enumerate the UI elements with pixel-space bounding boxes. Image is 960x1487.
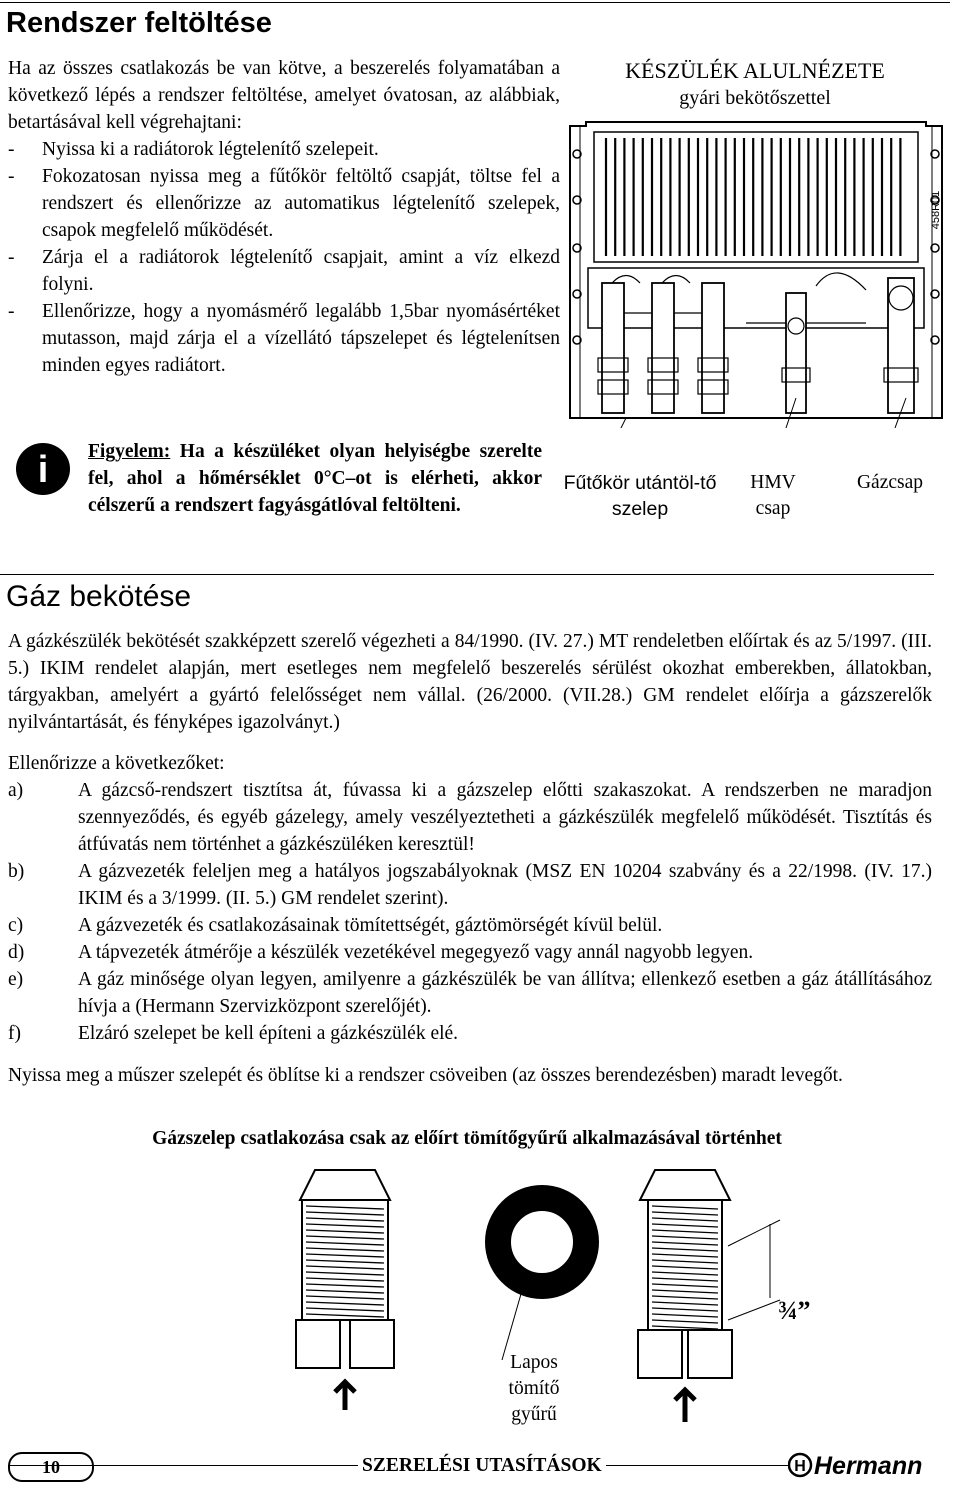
list-item — [8, 912, 932, 939]
list-key: d) — [8, 942, 25, 963]
flush-instruction: Nyissa meg a műszer szelepét és öblítse ki a rendszer csöveiben (az összes berendezésben) maradt levegőt. — [8, 1065, 843, 1086]
list-key: e) — [8, 969, 24, 990]
label-dhw-tap: HMV csap — [750, 472, 796, 519]
list-item — [8, 777, 932, 858]
list-text: A tápvezeték átmérője a készülék vezetékével megegyező vagy annál nagyobb legyen. — [78, 942, 754, 963]
list-key: b) — [8, 861, 25, 882]
filling-intro: Ha az összes csatlakozás be van kötve, a beszerelés folyamatában a következő lépés a rendszer feltöltése, amelyet óvatosan, az alábbiak, betartásával kell végrehajtani: — [8, 58, 560, 133]
list-item — [8, 939, 932, 966]
svg-text:458R01: 458R01 — [930, 190, 942, 230]
diagram-subtitle: gyári bekötőszettel — [679, 87, 831, 109]
list-text: A gázvezeték és csatlakozásainak tömítettségét, gáztömörségét kívül belül. — [78, 915, 663, 936]
step-dash: - — [8, 139, 15, 160]
filling-step-text: Ellenőrizze, hogy a nyomásmérő legalább 1,5bar nyomásértéket mutasson, majd zárja el a vízellátó tápszelepet és légtelenítsen minden egyes radiátort. — [42, 301, 560, 376]
filling-step — [8, 298, 560, 379]
list-key: c) — [8, 915, 24, 936]
check-heading: Ellenőrizze a következőket: — [8, 753, 225, 774]
list-key: f) — [8, 1023, 21, 1044]
boiler-bottom-view-drawing — [566, 118, 946, 428]
check-list — [8, 777, 932, 1047]
step-dash: - — [8, 301, 15, 322]
diagram-title: KÉSZÜLÉK ALULNÉZETE — [625, 58, 885, 83]
frost-warning — [88, 438, 542, 519]
filling-step-text: Fokozatosan nyissa meg a fűtőkör feltöltő csapját, töltse fel a rendszert és ellenőrizze az automatikus légtelenítő szelepek, csapok megfelelő működését. — [42, 166, 560, 241]
list-item — [8, 966, 932, 1020]
warning-label: Figyelem: — [88, 441, 171, 462]
list-text: A gázvezeték feleljen meg a hatályos jogszabályoknak (MSZ EN 10204 szabvány és a 22/1998. (IV. 17.) IKIM és a 3/1999. (II. 5.) GM rendelet szerint). — [78, 861, 932, 909]
page-number: 10 — [8, 1452, 94, 1482]
list-text: Elzáró szelepet be kell építeni a gázkészülék elé. — [78, 1023, 459, 1044]
label-fill-valve: Fűtőkör utántöl-tő szelep — [563, 472, 717, 520]
list-key: a) — [8, 780, 24, 801]
list-item — [8, 858, 932, 912]
seal-label: Lapos tömítő gyűrű — [508, 1352, 560, 1425]
step-dash: - — [8, 247, 15, 268]
filling-step-text: Nyissa ki a radiátorok légtelenítő szelepeit. — [42, 139, 379, 160]
hermann-logo — [788, 1450, 932, 1480]
seal-heading: Gázszelep csatlakozása csak az előírt tömítőgyűrű alkalmazásával történhet — [152, 1128, 782, 1149]
list-text: A gázcső-rendszert tisztítsa át, fúvassa ki a gázszelep előtti szakaszokat. A rendszerben ne maradjon szennyeződés, és egyéb gázelegy, amely veszélyeztetheti a gázkészülék megfelelő működését. Tisztítás és átfúvatás nem történhet a gázkészüléken keresztül! — [78, 780, 932, 855]
info-icon — [14, 440, 72, 498]
footer-title: SZERELÉSI UTASÍTÁSOK — [358, 1454, 606, 1478]
thread-size-label: ¾” — [778, 1296, 811, 1325]
label-gas-tap: Gázcsap — [856, 472, 924, 493]
list-text: A gáz minősége olyan legyen, amilyenre a gázkészülék be van állítva; ellenkező esetben a gáz átállításához hívja a (Hermann Szervizközpont szerelőjét). — [78, 969, 932, 1017]
filling-step — [8, 244, 560, 298]
step-dash: - — [8, 166, 15, 187]
list-item — [8, 1020, 932, 1047]
filling-step — [8, 163, 560, 244]
svg-text:Hermann: Hermann — [814, 1452, 923, 1480]
svg-text:i: i — [37, 449, 49, 491]
section-title-gas: Gáz bekötése — [6, 580, 192, 613]
gas-intro: A gázkészülék bekötését szakképzett szerelő végezheti a 84/1990. (IV. 27.) MT rendeletben előírtak és az 5/1997. (III. 5.) IKIM rendelet alapján, mert esetleges nem megfelelő beszerelés sérülést okozhat emberekben, állatokban, tárgyakban, amelyért a gyártó felelősséget nem vállal. (26/2000. (VII.28.) GM rendelet előírja a gázszerelők nyilvántartását, és fényképes igazolványt.) — [8, 631, 932, 733]
warning-text: Ha a készüléket olyan helyiségbe szerelte fel, ahol a hőmérséklet 0°C–ot is elérheti, akkor célszerű a rendszert fagyásgátlóval feltölteni. — [88, 441, 542, 516]
filling-instructions — [8, 55, 560, 379]
svg-text:H: H — [794, 1458, 806, 1475]
section-title-filling: Rendszer feltöltése — [6, 7, 272, 39]
filling-step — [8, 136, 560, 163]
filling-step-text: Zárja el a radiátorok légtelenítő csapjait, amint a víz elkezd folyni. — [42, 247, 560, 295]
